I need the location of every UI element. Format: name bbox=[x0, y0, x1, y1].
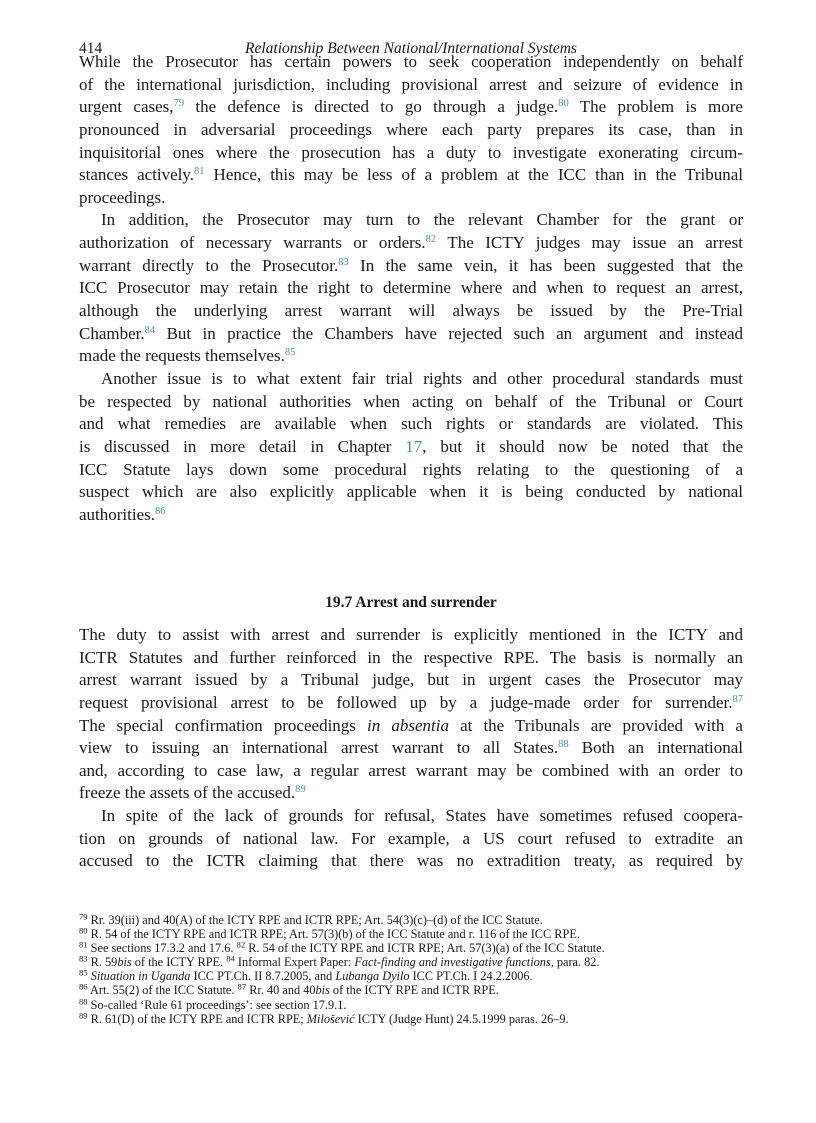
text-line bbox=[79, 737, 743, 760]
text-run: Chamber. bbox=[79, 323, 145, 343]
footnote-marker: 79 bbox=[79, 911, 88, 922]
text-run: stances actively. bbox=[79, 165, 195, 185]
footnote-line bbox=[79, 927, 743, 941]
footnote-line bbox=[79, 1009, 743, 1026]
text-line bbox=[79, 255, 743, 278]
text-line bbox=[79, 209, 743, 232]
text-run: ICC PT.Ch. II 8.7.2005, and bbox=[190, 969, 336, 984]
text-line bbox=[79, 51, 743, 74]
section-heading: 19.7 Arrest and surrender bbox=[325, 594, 497, 611]
text-line bbox=[79, 187, 743, 210]
text-run: warrant directly to the Prosecutor. bbox=[79, 255, 339, 275]
italic-text: Lubanga Dyilo bbox=[335, 969, 410, 984]
text-run: view to issuing an international arrest warrant to all States. bbox=[79, 738, 559, 758]
footnote-line bbox=[79, 941, 743, 955]
text-run: made the requests themselves. bbox=[79, 346, 285, 366]
text-run: Informal Expert Paper: bbox=[234, 955, 355, 970]
text-run: accused to the ICTR claiming that there was no extradition treaty, as required by bbox=[79, 851, 743, 871]
text-line bbox=[79, 96, 743, 119]
footnote-marker: 82 bbox=[236, 939, 246, 950]
footnote-line bbox=[79, 969, 743, 983]
text-line bbox=[79, 300, 743, 323]
text-run: the defence is directed to go through a judge. bbox=[184, 97, 559, 117]
text-line bbox=[79, 715, 743, 738]
footnotes bbox=[79, 913, 743, 1026]
text-run: and what remedies are available when such rights or standards are violated. This bbox=[79, 414, 743, 434]
text-run: Rr. 39(iii) and 40(A) of the ICTY RPE and ICTR RPE; Art. 54(3)(c)–(d) of the ICC Statute. bbox=[87, 913, 543, 927]
text-run: Rr. 40 and 40 bbox=[246, 983, 316, 998]
text-line bbox=[79, 459, 743, 482]
text-run: ICTY (Judge Hunt) 24.5.1999 paras. 26–9. bbox=[354, 1011, 569, 1026]
text-line bbox=[79, 119, 743, 142]
text-line bbox=[79, 391, 743, 414]
text-run: inquisitorial ones where the prosecution has a duty to investigate exonerating circum- bbox=[79, 142, 743, 162]
text-run: In spite of the lack of grounds for refusal, States have sometimes refused coopera- bbox=[101, 806, 743, 826]
text-run: Hence, this may be less of a problem at the ICC than in the Tribunal bbox=[204, 165, 743, 185]
footnote-marker: 86 bbox=[79, 981, 88, 992]
page-number: 414 bbox=[79, 40, 103, 57]
footnote-marker[interactable]: 86 bbox=[155, 506, 166, 518]
footnote-marker: 84 bbox=[226, 953, 235, 964]
footnote-marker[interactable]: 85 bbox=[284, 347, 296, 359]
text-run: R. 59 bbox=[87, 955, 118, 970]
text-line bbox=[79, 669, 743, 692]
footnote-marker: 85 bbox=[79, 967, 88, 978]
footnote-marker: 83 bbox=[79, 953, 88, 964]
text-run: of the international jurisdiction, including provisional arrest and seizure of evidence in bbox=[79, 74, 743, 94]
footnote-line bbox=[79, 955, 743, 969]
text-run: See sections 17.3.2 and 17.6. bbox=[87, 941, 237, 956]
footnote-marker: 87 bbox=[237, 981, 247, 992]
text-run: of the ICTY RPE and ICTR RPE. bbox=[329, 983, 499, 998]
text-line bbox=[79, 277, 743, 300]
footnote-marker[interactable]: 87 bbox=[732, 694, 743, 706]
italic-text: Milošević bbox=[306, 1011, 355, 1026]
text-run: suspect which are also explicitly applicable when it is being conducted by national bbox=[79, 482, 743, 502]
italic-text: in absentia bbox=[367, 715, 449, 735]
text-line bbox=[79, 74, 743, 97]
footnote-marker[interactable]: 81 bbox=[194, 166, 205, 178]
text-run: ICC PT.Ch. I 24.2.2006. bbox=[409, 969, 533, 984]
text-run: although the underlying arrest warrant will always be issued by the Pre-Trial bbox=[79, 301, 743, 321]
text-run: R. 54 of the ICTY RPE and ICTR RPE; Art. 57(3)(a) of the ICC Statute. bbox=[245, 941, 605, 956]
italic-text: bis bbox=[117, 955, 132, 970]
footnote-marker[interactable]: 79 bbox=[173, 98, 185, 110]
text-run: be respected by national authorities when acting on behalf of the Tribunal or Court bbox=[79, 391, 743, 411]
text-line bbox=[79, 481, 743, 504]
text-run: ICTR Statutes and further reinforced in the respective RPE. The basis is normally an bbox=[79, 647, 743, 667]
text-run: Art. 55(2) of the ICC Statute. bbox=[87, 983, 238, 998]
text-run: at the Tribunals are provided with a bbox=[448, 715, 743, 735]
footnote-line bbox=[79, 913, 743, 927]
body-text-section-19-7 bbox=[79, 624, 743, 873]
footnote-marker: 80 bbox=[79, 925, 88, 936]
text-run: The problem is more bbox=[568, 97, 743, 117]
text-run: is discussed in more detail in Chapter bbox=[79, 436, 406, 456]
italic-text: bis bbox=[315, 983, 330, 998]
italic-text: Fact-finding and investigative functions bbox=[354, 955, 551, 970]
footnote-marker[interactable]: 89 bbox=[295, 784, 306, 796]
text-line bbox=[79, 828, 743, 851]
text-line bbox=[79, 368, 743, 391]
text-run: arrest warrant issued by a Tribunal judge, but in urgent cases the Prosecutor may bbox=[79, 670, 743, 690]
text-run: ICC Statute lays down some procedural rights relating to the questioning of a bbox=[79, 459, 743, 479]
footnote-marker[interactable]: 84 bbox=[144, 324, 156, 336]
text-run: urgent cases, bbox=[79, 97, 174, 117]
text-run: Both an international bbox=[568, 738, 743, 758]
text-run: R. 54 of the ICTY RPE and ICTR RPE; Art. 57(3)(b) of the ICC Statute and r. 116 of the ICC RPE. bbox=[87, 927, 580, 942]
text-line bbox=[79, 323, 743, 346]
text-line bbox=[79, 232, 743, 255]
text-line bbox=[79, 345, 743, 368]
italic-text: Situation in Uganda bbox=[90, 969, 191, 984]
running-title: Relationship Between National/International Systems bbox=[245, 40, 577, 57]
text-line bbox=[79, 805, 743, 828]
text-run: ICC Prosecutor may retain the right to determine where and when to request an arrest, bbox=[79, 278, 743, 298]
text-run: The ICTY judges may issue an arrest bbox=[436, 233, 743, 253]
text-line bbox=[79, 692, 743, 715]
text-run: , para. 82. bbox=[550, 955, 600, 970]
footnote-line bbox=[79, 995, 743, 1012]
text-line bbox=[79, 624, 743, 647]
text-run: authorization of necessary warrants or orders. bbox=[79, 233, 426, 253]
text-run: authorities. bbox=[79, 504, 156, 524]
footnote-line bbox=[79, 983, 743, 997]
text-line bbox=[79, 413, 743, 436]
footnote-marker[interactable]: 82 bbox=[425, 234, 437, 246]
text-run: request provisional arrest to be followed up by a judge-made order for surrender. bbox=[79, 692, 733, 712]
text-line bbox=[79, 850, 743, 873]
text-run: of the ICTY RPE. bbox=[131, 955, 227, 970]
text-run: R. 61(D) of the ICTY RPE and ICTR RPE; bbox=[87, 1011, 307, 1026]
text-line bbox=[79, 436, 743, 459]
chapter-link[interactable]: 17 bbox=[405, 436, 423, 456]
text-run: Another issue is to what extent fair trial rights and other procedural standards must bbox=[101, 368, 743, 388]
text-run: proceedings. bbox=[79, 187, 166, 207]
footnote-marker: 88 bbox=[79, 995, 88, 1006]
text-line bbox=[79, 142, 743, 165]
text-run: pronounced in adversarial proceedings where each party prepares its case, than in bbox=[79, 119, 743, 139]
text-run: But in practice the Chambers have rejected such an argument and instead bbox=[155, 323, 743, 343]
text-run: and, according to case law, a regular arrest warrant may be combined with an order to bbox=[79, 760, 743, 780]
text-run: , but it should now be noted that the bbox=[422, 436, 744, 456]
footnote-marker: 89 bbox=[79, 1009, 88, 1020]
text-line bbox=[79, 647, 743, 670]
body-text-before-section bbox=[79, 51, 743, 526]
text-run: freeze the assets of the accused. bbox=[79, 783, 296, 803]
text-run: The duty to assist with arrest and surrender is explicitly mentioned in the ICTY and bbox=[79, 625, 743, 644]
text-line bbox=[79, 782, 743, 805]
text-line bbox=[79, 164, 743, 187]
text-run: The special confirmation proceedings bbox=[79, 715, 368, 735]
text-line bbox=[79, 504, 743, 527]
text-run: In the same vein, it has been suggested that the bbox=[348, 255, 743, 275]
text-line bbox=[79, 760, 743, 783]
text-run: tion on grounds of national law. For example, a US court refused to extradite an bbox=[79, 828, 743, 848]
text-run: So-called ‘Rule 61 proceedings’: see section 17.9.1. bbox=[87, 997, 347, 1012]
footnote-marker[interactable]: 88 bbox=[558, 739, 569, 751]
text-run: While the Prosecutor has certain powers to seek cooperation independently on behalf bbox=[79, 52, 743, 71]
footnote-marker[interactable]: 83 bbox=[338, 256, 349, 268]
footnote-marker: 81 bbox=[79, 939, 88, 950]
text-run: In addition, the Prosecutor may turn to the relevant Chamber for the grant or bbox=[101, 210, 743, 230]
footnote-marker[interactable]: 80 bbox=[558, 98, 569, 110]
